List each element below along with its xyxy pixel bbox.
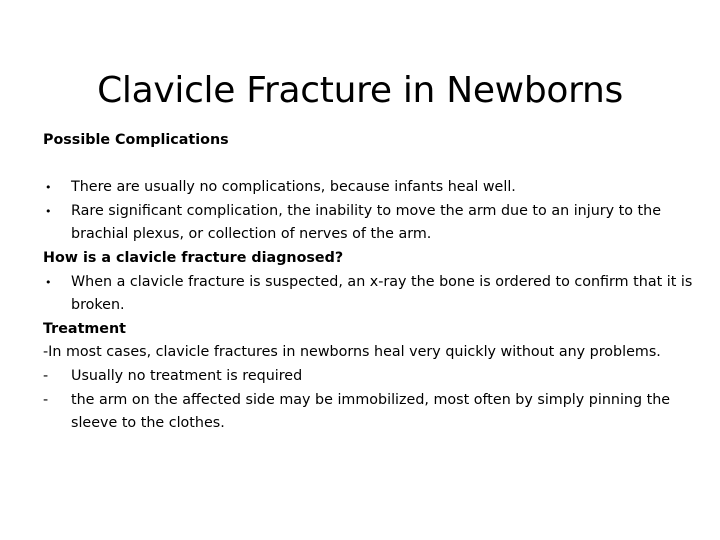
treatment-heading: Treatment [43,320,127,337]
complications-heading: Possible Complications [43,132,229,148]
list-item [43,271,693,318]
spacer [43,153,693,177]
bullet-icon: • [45,204,52,218]
complication-text: Rare significant complication, the inability to move the arm due to an injury to the brachial plexus, or collection of nerves of the arm. [71,202,661,243]
list-item [43,389,693,436]
dash-icon: - [43,391,49,408]
treatment-intro: -In most cases, clavicle fractures in newborns heal very quickly without any problems. [43,344,661,361]
treatment-text: Usually no treatment is required [71,367,303,384]
list-item [43,176,693,200]
diagnosis-heading: How is a clavicle fracture diagnosed? [43,249,344,266]
bullet-icon: • [45,181,52,195]
slide-content [43,129,693,436]
bullet-icon: • [45,275,52,289]
slide-title: Clavicle Fracture in Newborns [97,70,623,112]
complication-text: There are usually no complications, because infants heal well. [71,179,516,196]
list-item [43,200,693,247]
list-item [43,365,693,389]
treatment-text: the arm on the affected side may be immobilized, most often by simply pinning the sleeve to the clothes. [71,391,671,432]
diagnosis-text: When a clavicle fracture is suspected, an x-ray the bone is ordered to confirm that it is broken. [71,273,693,314]
dash-icon: - [43,367,49,384]
